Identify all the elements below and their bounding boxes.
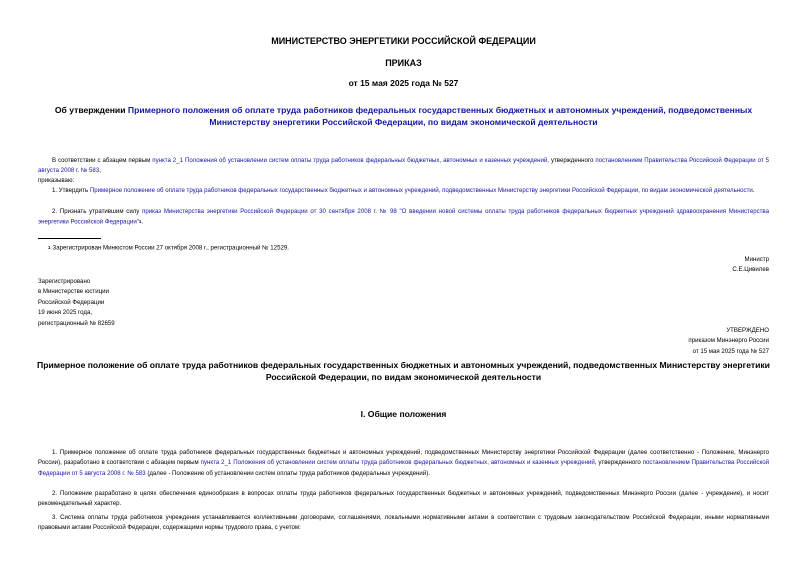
registration-line: регистрационный № 82659 bbox=[38, 319, 115, 327]
footnote bbox=[48, 243, 289, 253]
document-type: ПРИКАЗ bbox=[385, 58, 422, 68]
preamble-end: , bbox=[99, 167, 101, 175]
signature-name: С.Е.Цивилев bbox=[732, 266, 769, 274]
item-1-link[interactable]: Примерное положение об оплате труда работников федеральных государственных бюджетных и автономных учреждений, подведомственных Министерству энергетики Российской Федерации, по видам экономической деятельности bbox=[89, 187, 753, 194]
clause-1 bbox=[38, 448, 769, 479]
registration-line: Российской Федерации bbox=[38, 298, 105, 306]
registration-line: в Министерстве юстиции bbox=[38, 288, 109, 296]
approval-line: приказом Минэнерго России bbox=[688, 337, 769, 345]
approval-line: от 15 мая 2025 года № 527 bbox=[692, 347, 769, 355]
order-title-prefix: Об утверждении bbox=[54, 105, 128, 115]
signature-position: Министр bbox=[744, 256, 769, 263]
preamble-link-decree[interactable]: постановлением Правительства Российской Федерации от 5 августа 2008 г. № 583 bbox=[38, 157, 770, 175]
clause-1-mid: , утвержденного bbox=[594, 459, 643, 467]
order-title bbox=[28, 104, 779, 128]
clause-1-end: (далее - Положение об установлении систем оплаты труда работников федеральных учреждений). bbox=[145, 469, 430, 477]
signature-block bbox=[732, 255, 769, 276]
preamble-mid: , утвержденного bbox=[547, 157, 596, 164]
clause-1-link-decree[interactable]: постановлением Правительства Российской Федерации от 5 августа 2008 г. № 583 bbox=[38, 459, 770, 477]
preamble-text: В соответствии с абзацем первым bbox=[52, 157, 153, 164]
registration-block bbox=[38, 277, 115, 329]
item-1-end: . bbox=[752, 187, 755, 194]
section-title: I. Общие положения bbox=[360, 409, 447, 419]
clause-1-text: 1. Примерное положение об оплате труда работников федеральных государственных бюджетных и автономных учреждений, подведомственных Министерству энергетики Российской Федерации (далее соответственно - Положение, Минэнерго России), разработано в соответствии с абзацем первым bbox=[38, 449, 769, 467]
order-date-number: от 15 мая 2025 года № 527 bbox=[348, 78, 459, 88]
preamble bbox=[38, 156, 769, 177]
item-2-text: 2. Признать утратившим силу bbox=[52, 208, 143, 215]
clause-3: 3. Система оплаты труда работников учреждения устанавливается коллективными договорами, соглашениями, локальными нормативными актами в соответствии с трудовым законодательством Российской Федерации, иными нормативными правовыми актами Российской Федерации, содержащими нормы трудового права, с учетом: bbox=[38, 514, 769, 532]
clause-2: 2. Положение разработано в целях обеспечения единообразия в вопросах оплаты труда работников федеральных государственных бюджетных и автономных учреждений, подведомственных Минэнерго России (далее - учреждение), и носит рекомендательный характер. bbox=[38, 490, 769, 508]
order-item-2 bbox=[38, 207, 769, 228]
ministry-heading: МИНИСТЕРСТВО ЭНЕРГЕТИКИ РОССИЙСКОЙ ФЕДЕРАЦИИ bbox=[271, 36, 536, 46]
registration-line: 19 июня 2025 года, bbox=[38, 309, 93, 317]
item-2-end: . bbox=[141, 218, 144, 226]
approval-line: УТВЕРЖДЕНО bbox=[726, 327, 769, 334]
item-2-link[interactable]: приказ Министерства энергетики Российской Федерации от 30 сентября 2008 г. № 98 "О введении новой системы оплаты труда работников федеральных бюджетных учреждений здравоохранения Министерства энергетики Российской Федерации" bbox=[38, 208, 769, 226]
approval-block bbox=[688, 326, 769, 357]
item-1-text: 1. Утвердить bbox=[52, 187, 90, 194]
footnote-divider bbox=[38, 238, 101, 239]
order-word: приказываю: bbox=[38, 177, 75, 184]
regulation-title: Примерное положение об оплате труда работников федеральных государственных бюджетных и автономных учреждений, подведомственных Министерству энергетики Российской Федерации, по видам экономической деятельности bbox=[37, 360, 770, 382]
footnote-ref[interactable]: 1 bbox=[138, 219, 142, 225]
order-item-1 bbox=[38, 186, 769, 196]
footnote-text: Зарегистрирован Минюстом России 27 октября 2008 г., регистрационный № 12529. bbox=[52, 244, 289, 252]
footnote-mark: 1 bbox=[48, 245, 51, 250]
order-title-link[interactable]: Примерного положения об оплате труда работников федеральных государственных бюджетных и автономных учреждений, подведомственных Министерству энергетики Российской Федерации, по видам экономической деятельности bbox=[127, 105, 753, 127]
preamble-link-clause[interactable]: пункта 2_1 Положения об установлении систем оплаты труда работников федеральных бюджетных, автономных и казенных учреждений bbox=[152, 157, 548, 164]
registration-line: Зарегистрировано bbox=[38, 278, 91, 285]
clause-1-link-clause[interactable]: пункта 2_1 Положения об установлении систем оплаты труда работников федеральных бюджетных, автономных и казенных учреждений bbox=[200, 459, 595, 467]
